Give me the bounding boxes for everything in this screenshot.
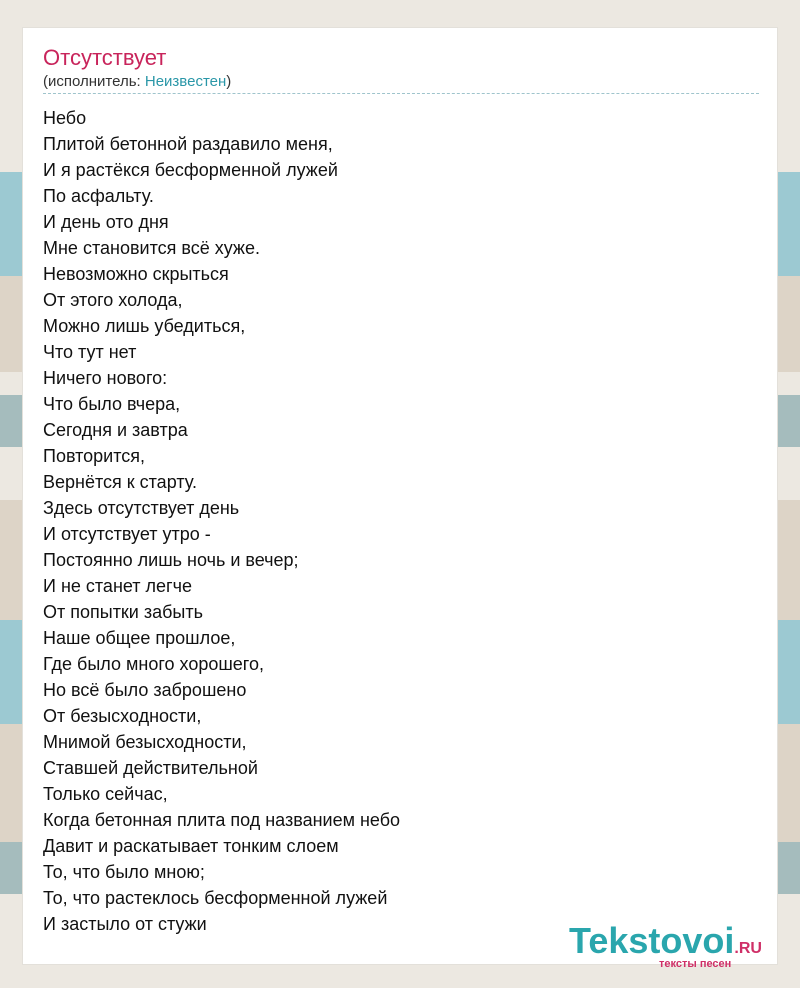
lyric-line: То, что растеклось бесформенной лужей [43,888,388,908]
artist-prefix: (исполнитель: [43,73,145,90]
lyric-line: От этого холода, [43,290,183,310]
lyric-line: Где было много хорошего, [43,654,264,674]
lyric-line: Но всё было заброшено [43,680,247,700]
lyric-line: И день ото дня [43,212,169,232]
lyric-line: Мне становится всё хуже. [43,238,260,258]
lyric-line: Что тут нет [43,342,137,362]
lyric-line: И отсутствует утро - [43,524,211,544]
lyric-line: От попытки забыть [43,602,203,622]
lyric-line: Можно лишь убедиться, [43,316,246,336]
song-title: Отсутствует [43,45,167,70]
lyric-line: От безысходности, [43,706,202,726]
lyric-line: И я растёкся бесформенной лужей [43,160,338,180]
title-separator [43,93,759,94]
lyrics-text [43,105,400,937]
artist-link[interactable]: Неизвестен [144,73,227,90]
artist-suffix: ) [226,73,232,90]
lyric-line: И застыло от стужи [43,914,207,934]
lyric-line: Вернётся к старту. [43,472,197,492]
artist-line [43,73,231,91]
lyric-line: Сегодня и завтра [43,420,188,440]
lyric-line: Ничего нового: [43,368,168,388]
logo-wordmark: Tekstovoi.RU [569,920,762,961]
lyric-line: Повторится, [43,446,146,466]
lyric-line: Невозможно скрыться [43,264,229,284]
lyric-line: Здесь отсутствует день [43,498,240,518]
lyric-line: Мнимой безысходности, [43,732,247,752]
lyric-line: И не станет легче [43,576,193,596]
lyric-line: Что было вчера, [43,394,181,414]
lyric-line: То, что было мною; [43,862,205,882]
lyric-line: Постоянно лишь ночь и вечер; [43,550,299,570]
lyric-line: Ставшей действительной [43,758,258,778]
lyric-line: Только сейчас, [43,784,168,804]
lyric-line: По асфальту. [43,186,154,206]
lyric-line: Когда бетонная плита под названием небо [43,810,401,830]
site-logo[interactable] [569,920,774,970]
logo-subtitle: тексты песен [659,958,732,970]
lyric-line: Плитой бетонной раздавило меня, [43,134,333,154]
lyrics-card [22,27,778,970]
lyric-line: Давит и раскатывает тонким слоем [43,836,339,856]
lyric-line: Небо [43,108,87,128]
lyric-line: Наше общее прошлое, [43,628,236,648]
